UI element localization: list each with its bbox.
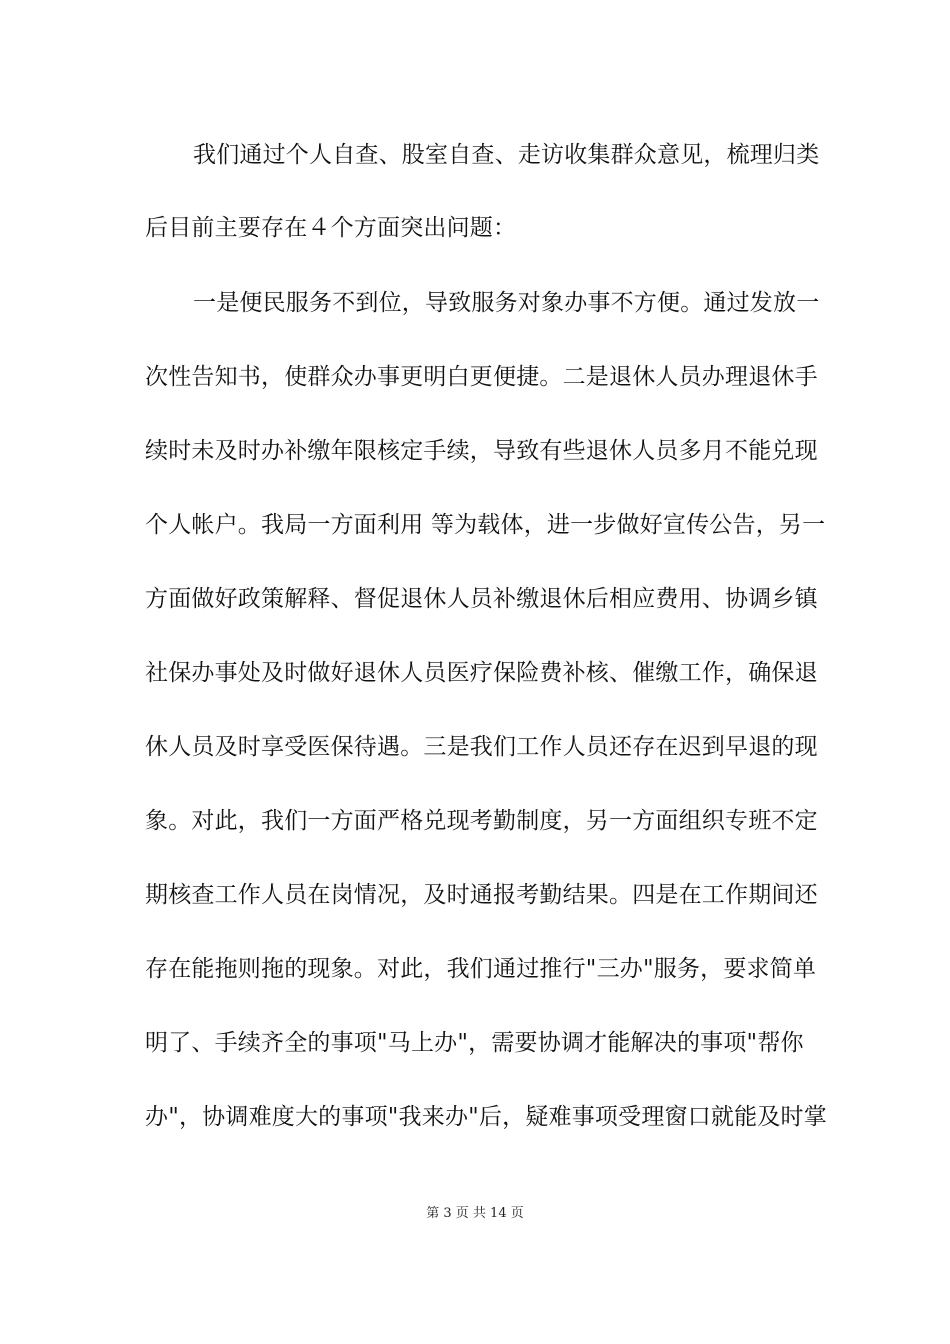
paragraph-line: 期核查工作人员在岗情况，及时通报考勤结果。四是在工作期间还: [145, 882, 818, 908]
paragraph-line: 一是便民服务不到位，导致服务对象办事不方便。通过发放一: [193, 290, 820, 316]
paragraph-line: 我们通过个人自查、股室自查、走访收集群众意见，梳理归类: [193, 142, 820, 168]
paragraph-line: 明了、手续齐全的事项"马上办"，需要协调才能解决的事项"帮你: [145, 1030, 804, 1056]
page-footer: 第 3 页 共 14 页: [426, 1206, 524, 1221]
paragraph-line: 办"，协调难度大的事项"我来办"后，疑难事项受理窗口就能及时掌: [145, 1104, 827, 1130]
paragraph-line: 个人帐户。我局一方面利用 等为载体，进一步做好宣传公告，另一: [145, 512, 826, 538]
paragraph-line: 次性告知书，使群众办事更明白更便捷。二是退休人员办理退休手: [145, 364, 818, 390]
paragraph-line: 休人员及时享受医保待遇。三是我们工作人员还存在迟到早退的现: [145, 734, 818, 760]
paragraph-line: 续时未及时办补缴年限核定手续，导致有些退休人员多月不能兑现: [145, 438, 818, 464]
paragraph-line: 象。对此，我们一方面严格兑现考勤制度，另一方面组织专班不定: [145, 808, 818, 834]
paragraph-line: 社保办事处及时做好退休人员医疗保险费补核、催缴工作，确保退: [145, 660, 818, 686]
paragraph-line: 方面做好政策解释、督促退休人员补缴退休后相应费用、协调乡镇: [145, 586, 818, 612]
paragraph-line: 后目前主要存在４个方面突出问题：: [145, 215, 517, 241]
paragraph-line: 存在能拖则拖的现象。对此，我们通过推行"三办"服务，要求简单: [145, 956, 817, 982]
